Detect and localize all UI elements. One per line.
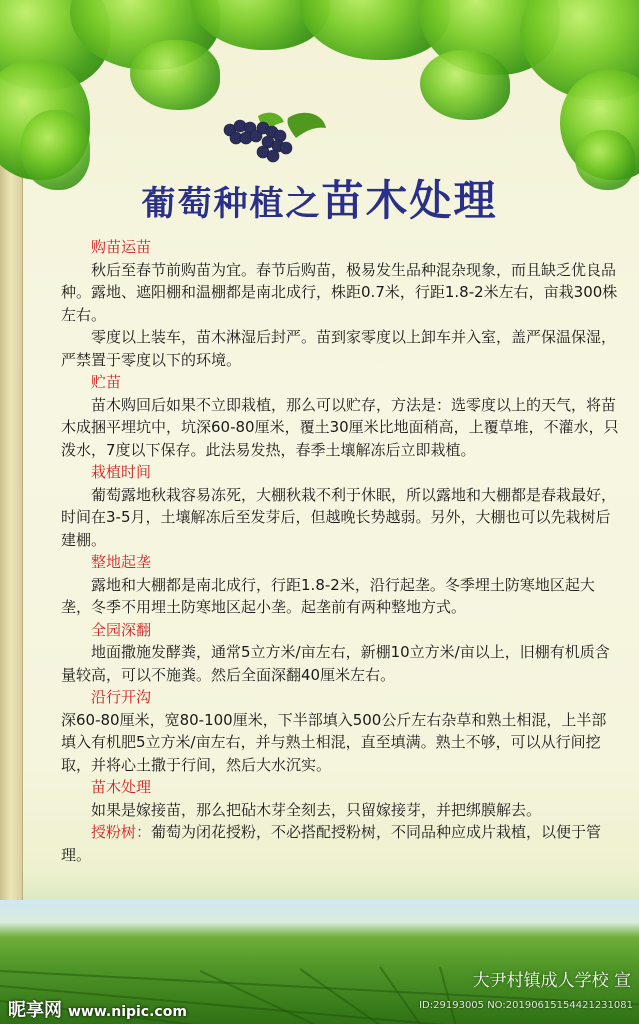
pollinator-text: 葡萄为闭花授粉，不必搭配授粉树，不同品种应成片栽植，以便于管理。 [61, 823, 602, 864]
paragraph: 零度以上装车，苗木淋湿后封严。苗到家零度以上卸车并入室，盖严保温保湿，严禁置于零度以下的环境。 [61, 328, 617, 369]
page-title [0, 168, 639, 228]
section-heading: 栽植时间 [91, 463, 152, 481]
pollinator-paragraph [61, 821, 621, 866]
paragraph: 露地和大棚都是南北成行，行距1.8-2米，沿行起垄。冬季埋土防寒地区起大垄，冬季不用埋土防寒地区起小垄。起垄前有两种整地方式。 [61, 575, 595, 616]
watermark-text: 昵享网 [8, 1000, 62, 1021]
section-heading: 苗木处理 [91, 778, 152, 796]
paragraph: 秋后至春节前购苗为宜。春节后购苗，极易发生品种混杂现象，而且缺乏优良品种。露地、遮阳棚和温棚都是南北成行，株距0.7米，行距1.8-2米左右，亩栽300株左右。 [61, 260, 618, 324]
section-heading: 贮苗 [91, 373, 122, 391]
pollinator-label: 授粉树： [91, 823, 152, 841]
paragraph: 葡萄露地秋栽容易冻死，大棚秋栽不利于休眠，所以露地和大棚都是春栽最好，时间在3-5月，土壤解冻后至发芽后，但越晚长势越弱。另外，大棚也可以先栽树后建棚。 [61, 485, 617, 549]
school-name: 大尹村镇成人学校 宣 [472, 971, 631, 991]
scroll-edge [0, 150, 23, 930]
watermark-url: www.nipic.com [68, 1004, 187, 1020]
article-body [61, 236, 621, 866]
section-heading: 整地起垄 [91, 553, 152, 571]
paragraph: 地面撒施发酵粪，通常5立方米/亩左右，新棚10立方米/亩以上，旧棚有机质含量较高，可以不施粪。然后全面深翻40厘米左右。 [61, 643, 610, 684]
section-heading: 沿行开沟 [91, 688, 152, 706]
paragraph: 苗木购回后如果不立即栽植，那么可以贮存，方法是：选零度以上的天气，将苗木成捆平埋坑中，坑深60-80厘米，覆土30厘米比地面稍高，上覆草堆，不灌水，只泼水，7度以下保存。此法易发热，春季土壤解冻后立即栽植。 [61, 395, 619, 459]
watermark-logo [8, 996, 187, 1022]
title-part1: 葡萄种植之 [141, 184, 322, 224]
image-id-text: ID:29193005 NO:20190615154421231081 [419, 1000, 633, 1011]
section-heading: 全园深翻 [91, 620, 152, 639]
section-heading: 购苗运苗 [91, 238, 152, 256]
paragraph: 如果是嫁接苗，那么把砧木芽全刻去，只留嫁接芽，并把绑膜解去。 [91, 800, 542, 819]
title-part2: 苗木处理 [321, 176, 498, 225]
paragraph: 深60-80厘米，宽80-100厘米，下半部填入500公斤左右杂草和熟土相混，上半部填入有机肥5立方米/亩左右，并与熟土相混，直至填满。熟土不够，可以从行间挖取，并将心土撒于行间，然后大水沉实。 [61, 710, 607, 774]
grape-cluster-icon [218, 108, 328, 168]
